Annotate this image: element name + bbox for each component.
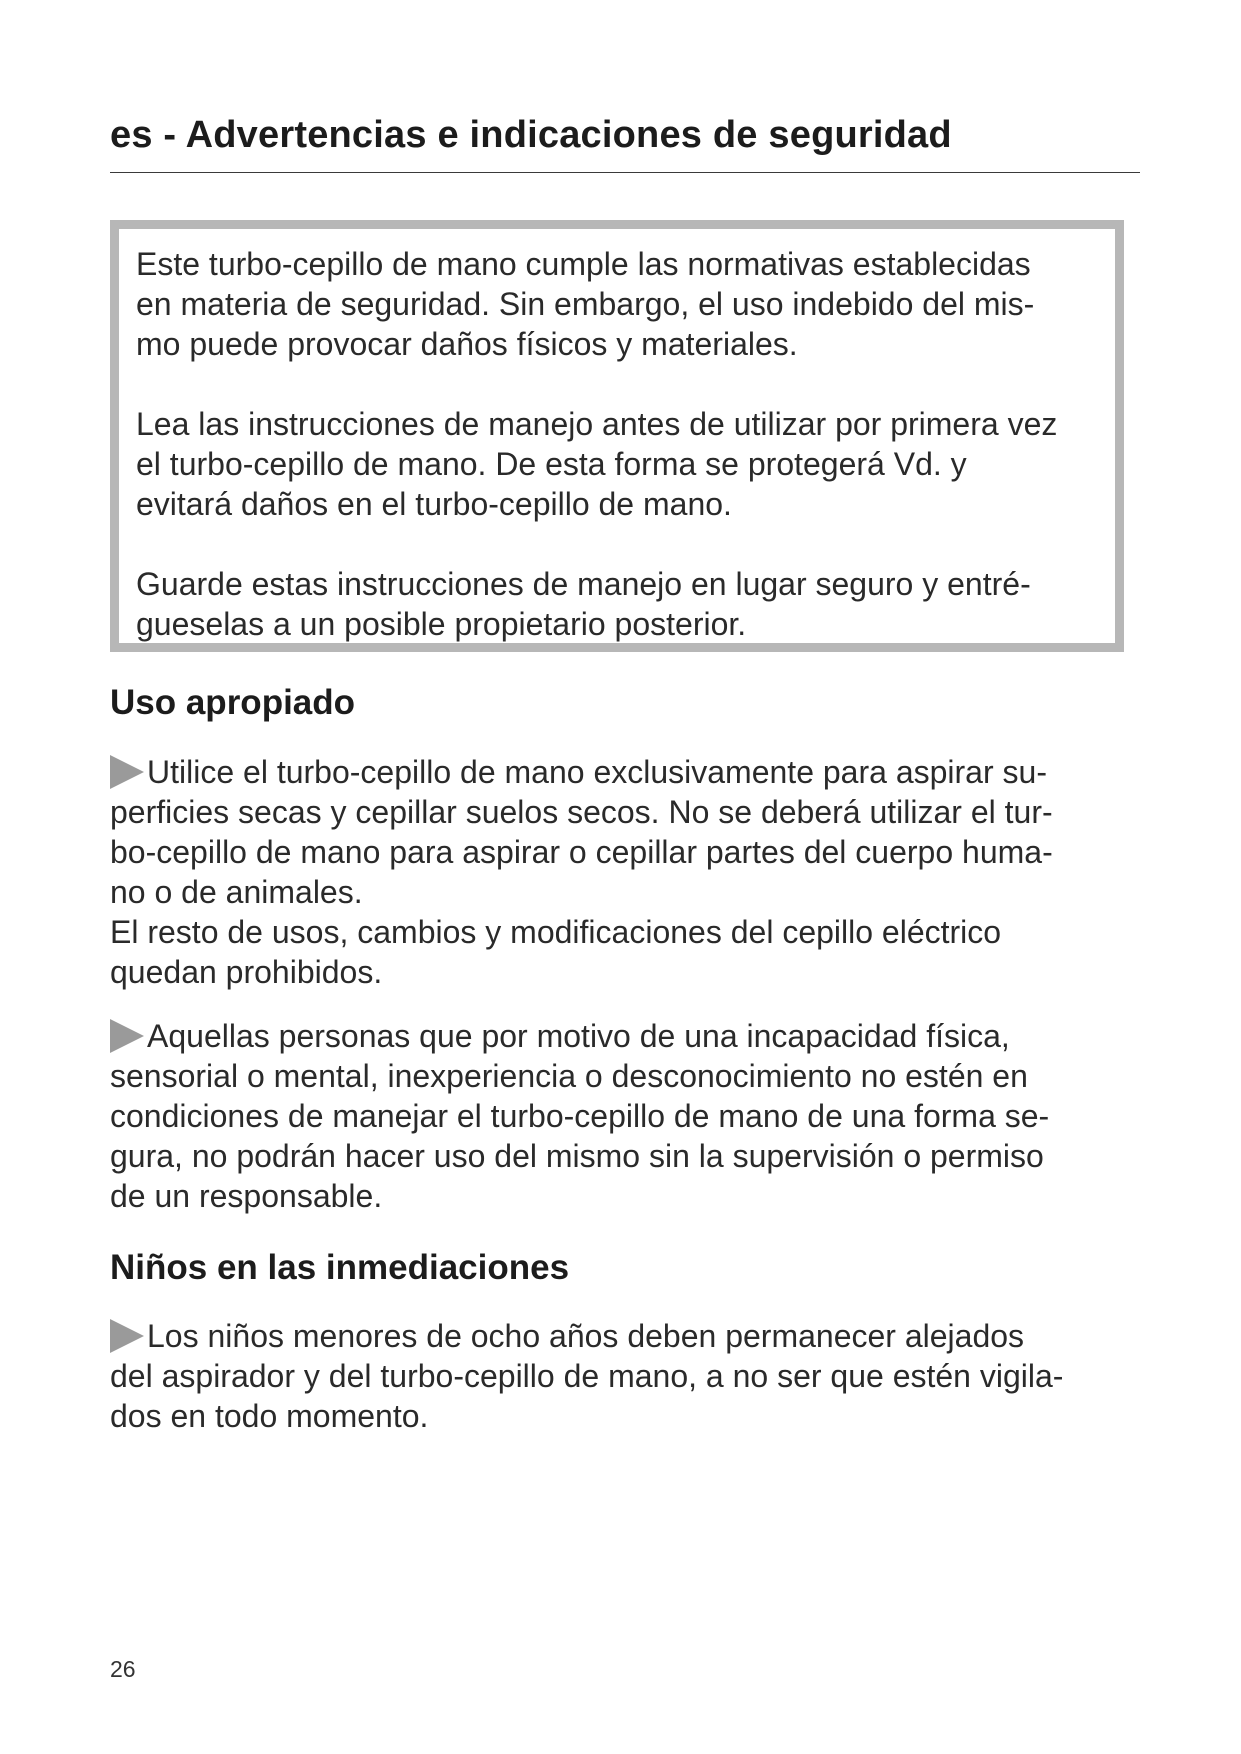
text-line: Lea las instrucciones de manejo antes de utilizar por primera vez [136, 406, 1058, 442]
text-line: gueselas a un posible propietario posterior. [136, 606, 747, 642]
page-title: es - Advertencias e indicaciones de seguridad [110, 114, 952, 156]
text-line: condiciones de manejar el turbo-cepillo de mano de una forma se- [110, 1098, 1050, 1134]
text-line: quedan prohibidos. [110, 954, 383, 990]
title-divider [110, 172, 1140, 173]
text-line [110, 1316, 1150, 1356]
text-line: de un responsable. [110, 1178, 383, 1214]
bullet-item-restricted-persons [110, 1016, 1150, 1216]
text-line: no o de animales. [110, 874, 363, 910]
text-line: evitará daños en el turbo-cepillo de mano. [136, 486, 732, 522]
text-line-content: Utilice el turbo-cepillo de mano exclusivamente para aspirar su- [147, 754, 1047, 790]
text-line-content: Aquellas personas que por motivo de una incapacidad física, [147, 1018, 1010, 1054]
triangle-bullet-icon [110, 755, 144, 789]
text-line: bo-cepillo de mano para aspirar o cepillar partes del cuerpo huma- [110, 834, 1053, 870]
text-line: el turbo-cepillo de mano. De esta forma se protegerá Vd. y [136, 446, 967, 482]
triangle-bullet-icon [110, 1319, 144, 1353]
text-line [110, 752, 1150, 792]
text-line: en materia de seguridad. Sin embargo, el uso indebido del mis- [136, 286, 1035, 322]
notice-paragraph-read-instructions [136, 404, 1126, 524]
text-line: Guarde estas instrucciones de manejo en lugar seguro y entré- [136, 566, 1031, 602]
bullet-item-children [110, 1316, 1150, 1436]
text-line [110, 1016, 1150, 1056]
text-line: El resto de usos, cambios y modificaciones del cepillo eléctrico [110, 914, 1002, 950]
text-line: sensorial o mental, inexperiencia o desconocimiento no estén en [110, 1058, 1028, 1094]
section-heading-uso-apropiado: Uso apropiado [110, 683, 356, 722]
text-line: Este turbo-cepillo de mano cumple las normativas establecidas [136, 246, 1031, 282]
text-line: dos en todo momento. [110, 1398, 429, 1434]
text-line: mo puede provocar daños físicos y materiales. [136, 326, 798, 362]
triangle-bullet-icon [110, 1019, 144, 1053]
notice-paragraph-compliance [136, 244, 1126, 364]
text-line-content: Los niños menores de ocho años deben permanecer alejados [147, 1318, 1025, 1354]
text-line: perficies secas y cepillar suelos secos. No se deberá utilizar el tur- [110, 794, 1053, 830]
notice-paragraph-keep-instructions [136, 564, 1126, 644]
page-number: 26 [110, 1656, 136, 1682]
section-heading-ninos: Niños en las inmediaciones [110, 1248, 570, 1287]
bullet-item-intended-use [110, 752, 1150, 992]
text-line: del aspirador y del turbo-cepillo de mano, a no ser que estén vigila- [110, 1358, 1064, 1394]
text-line: gura, no podrán hacer uso del mismo sin la supervisión o permiso [110, 1138, 1044, 1174]
